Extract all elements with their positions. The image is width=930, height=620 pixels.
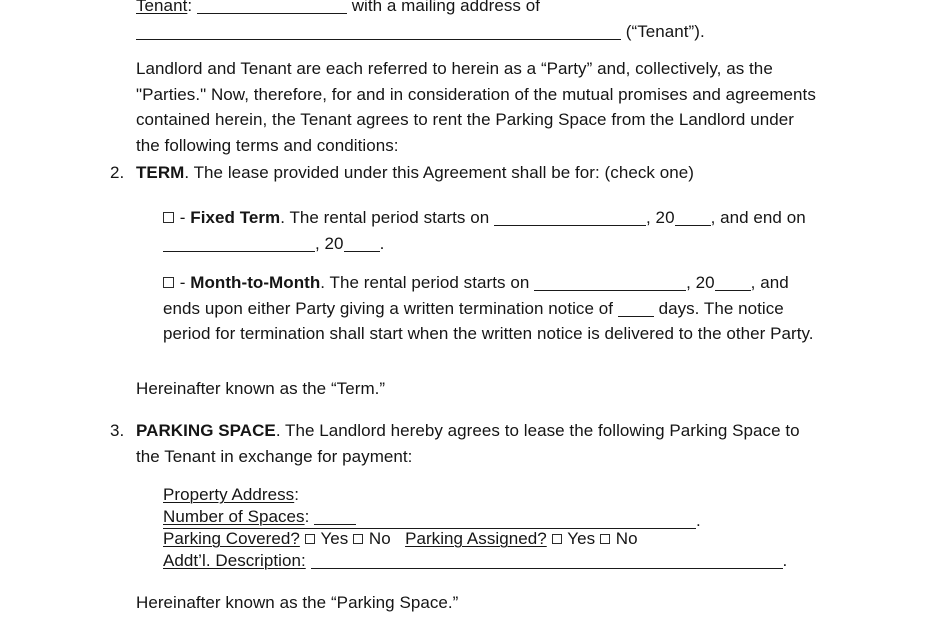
field-additional-description — [163, 548, 818, 574]
fixed-term-start-date-blank[interactable] — [494, 211, 646, 226]
tenant-mailing-address-text: with a mailing address of — [351, 0, 541, 15]
number-of-spaces-blank[interactable] — [314, 510, 356, 525]
fixed-term-end-date-blank[interactable] — [163, 237, 315, 252]
number-of-spaces-colon: : — [304, 507, 310, 526]
property-address-label: Property Address — [163, 485, 295, 504]
additional-description-label-group — [163, 551, 306, 570]
section-term-body: . The lease provided under this Agreement shall be for: (check one) — [184, 163, 694, 182]
fixed-term-text-2: , and end on — [710, 208, 806, 227]
tenant-defined-term: (“Tenant”). — [625, 21, 705, 41]
parking-covered-no-checkbox[interactable] — [353, 534, 363, 544]
tenant-label-colon: : — [187, 0, 193, 15]
section-parking-space-heading: PARKING SPACE — [136, 421, 276, 440]
additional-description-colon: : — [300, 551, 306, 570]
month-to-month-text-2: , and ends upon either Party giving a written termination notice of — [163, 273, 789, 318]
option-fixed-term — [163, 205, 818, 256]
parking-assigned-yes-label: Yes — [567, 529, 596, 548]
additional-description-blank[interactable] — [311, 554, 783, 569]
month-to-month-label: Month-to-Month — [190, 273, 321, 292]
parking-assigned-yes-checkbox[interactable] — [552, 534, 562, 544]
parking-covered-yes-checkbox[interactable] — [305, 534, 315, 544]
month-to-month-text-3: days. The notice period for termination shall start when the written notice is delivered to the other Party. — [163, 298, 814, 343]
tenant-label: Tenant — [136, 0, 188, 15]
fixed-term-text-3: . — [379, 233, 385, 253]
section-term-number: 2. — [110, 163, 125, 182]
parking-assigned-label: Parking Assigned? — [405, 529, 547, 548]
section-parking-space — [110, 418, 820, 469]
month-to-month-text-1: . The rental period starts on — [320, 273, 535, 292]
hereinafter-parking-space: Hereinafter known as the “Parking Space.” — [136, 593, 459, 612]
parking-assigned-no-option[interactable] — [600, 529, 638, 548]
tenant-name-blank[interactable] — [197, 0, 347, 14]
section-parking-space-body: . The Landlord hereby agrees to lease the following Parking Space to the Tenant in exchange for payment: — [136, 421, 800, 466]
property-address-trailing: . — [696, 510, 701, 530]
fixed-term-end-year-blank[interactable] — [344, 237, 380, 252]
parking-assigned-yes-option[interactable] — [552, 529, 596, 548]
parking-covered-yes-label: Yes — [320, 529, 349, 548]
fixed-term-label: Fixed Term — [190, 208, 281, 227]
number-of-spaces-label: Number of Spaces — [163, 507, 305, 526]
parking-covered-yes-option[interactable] — [305, 529, 349, 548]
section-term — [110, 160, 820, 186]
hereinafter-term: Hereinafter known as the “Term.” — [136, 379, 386, 398]
property-address-colon: : — [294, 485, 299, 504]
additional-description-trailing: . — [782, 551, 788, 570]
option-month-to-month — [163, 270, 818, 347]
tenant-address-blank[interactable] — [136, 25, 621, 40]
fixed-term-text-1: . The rental period starts on — [280, 208, 495, 227]
fixed-term-start-year-blank[interactable] — [675, 211, 711, 226]
section-term-heading: TERM — [136, 163, 185, 182]
fixed-term-year-prefix-1: , 20 — [646, 208, 675, 227]
parking-covered-label: Parking Covered? — [163, 529, 300, 548]
month-to-month-start-date-blank[interactable] — [534, 276, 686, 291]
month-to-month-checkbox[interactable] — [163, 277, 174, 288]
parties-paragraph: Landlord and Tenant are each referred to herein as a “Party” and, collectively, as the "Parties." Now, therefore, for and in consideration of the mutual promises and agreements contained herein, the Tenant agrees to rent the Parking Space from the Landlord under the following terms and conditions: — [136, 59, 816, 155]
fixed-term-separator: - — [175, 208, 191, 227]
termination-notice-days-blank[interactable] — [618, 302, 654, 317]
parking-assigned-no-label: No — [615, 529, 638, 548]
additional-description-label: Addt’l. Description — [163, 551, 301, 570]
fixed-term-year-prefix-2: , 20 — [315, 233, 344, 253]
parking-covered-no-option[interactable] — [353, 529, 391, 548]
month-to-month-separator: - — [175, 273, 191, 292]
parking-assigned-no-checkbox[interactable] — [600, 534, 610, 544]
parking-covered-no-label: No — [368, 529, 391, 548]
section-parking-space-number: 3. — [110, 421, 125, 440]
month-to-month-start-year-blank[interactable] — [715, 276, 751, 291]
fixed-term-checkbox[interactable] — [163, 212, 174, 223]
tenant-party-line — [136, 0, 836, 44]
month-to-month-year-prefix: , 20 — [686, 273, 715, 292]
